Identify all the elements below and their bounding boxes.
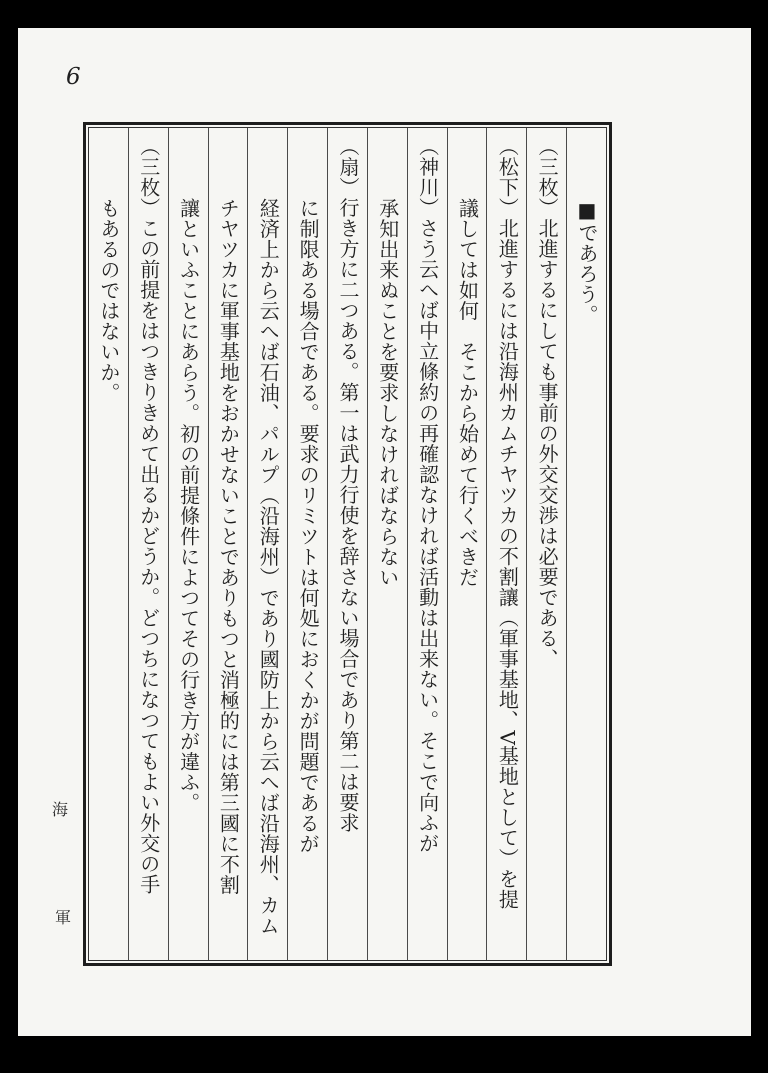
text-column-13: もあるのではないか。 [96,198,121,403]
text-column-3: （松下）北進するには沿海州カムチヤツカの不割讓（軍事基地、V基地として）を提 [486,128,526,960]
text-column-12: （三枚）この前提をはつきりきめて出るかどうか。どつちになつてもよい外交の手 [128,128,168,960]
text-column-8: に制限ある場合である。要求のリミツトは何処におくかが問題であるが [287,128,327,960]
text-column-11: 讓といふことにあらう。初の前提條件によつてその行き方が違ふ。 [168,128,208,960]
column-grid [88,127,607,961]
ruled-frame [83,122,612,966]
text-column-1: ■であろう。 [566,128,606,960]
margin-stamp-bottom: 軍 [55,908,72,927]
document-page [18,28,751,1036]
text-column-7: （扇）行き方に二つある。第一は武力行使を辞さない場合であり第二は要求 [327,128,367,960]
text-column-2: （三枚）北進するにしても事前の外交交渉は必要である、 [526,128,566,960]
page-number: 6 [66,64,81,90]
text-column-6: 承知出来ぬことを要求しなければならない [367,128,407,960]
margin-stamp-top: 海 [52,800,69,819]
text-column-5: （神川）さう云へば中立條約の再確認なければ活動は出来ない。そこで向ふが [407,128,447,960]
text-column-9: 経済上から云へば石油、パルプ（沿海州）であり國防上から云へば沿海州、カム [247,128,287,960]
text-column-10: チヤツカに軍事基地をおかせないことでありもつと消極的には第三國に不割 [208,128,248,960]
text-column-4: 議しては如何 そこから始めて行くべきだ [447,128,487,960]
